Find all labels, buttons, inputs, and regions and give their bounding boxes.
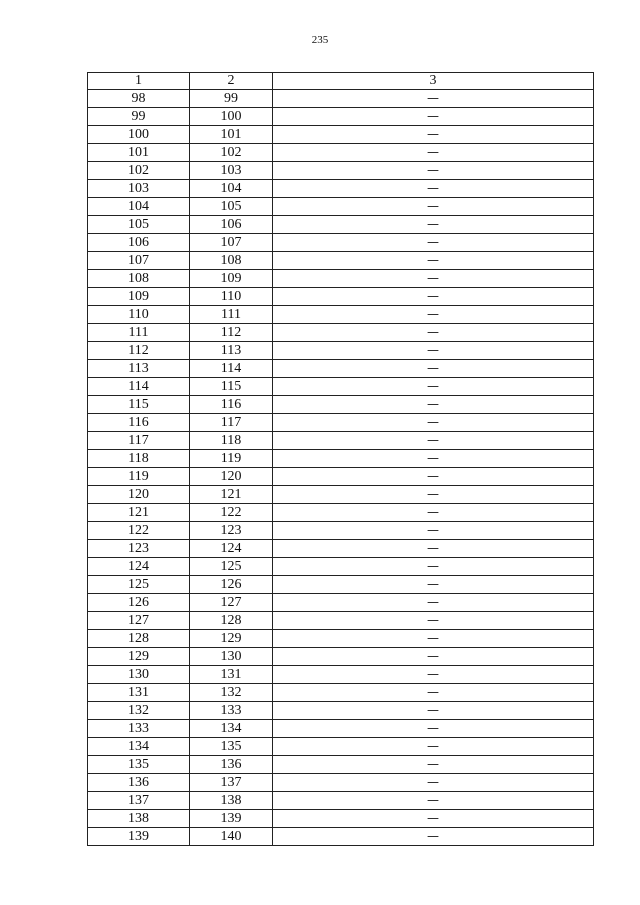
table-cell-col-1: 110 (88, 306, 190, 324)
table-cell-col-2: 123 (190, 522, 273, 540)
table-row (88, 414, 594, 432)
table-cell-col-1: 133 (88, 720, 190, 738)
table-row (88, 828, 594, 846)
table-cell-col-2: 113 (190, 342, 273, 360)
table-cell-col-2: 129 (190, 630, 273, 648)
table-cell-col-3: — (273, 306, 594, 324)
table-cell-col-1: 126 (88, 594, 190, 612)
table-cell-col-2: 105 (190, 198, 273, 216)
table-cell-col-1: 127 (88, 612, 190, 630)
table-cell-col-2: 110 (190, 288, 273, 306)
table-row (88, 162, 594, 180)
table-row (88, 486, 594, 504)
table-cell-col-1: 129 (88, 648, 190, 666)
table-cell-col-1: 112 (88, 342, 190, 360)
table-cell-col-2: 111 (190, 306, 273, 324)
table-row (88, 450, 594, 468)
table-row (88, 180, 594, 198)
table-row (88, 396, 594, 414)
table-cell-col-1: 125 (88, 576, 190, 594)
table-row (88, 90, 594, 108)
table-row (88, 324, 594, 342)
table-cell-col-1: 123 (88, 540, 190, 558)
table-cell-col-3: — (273, 774, 594, 792)
table-row (88, 810, 594, 828)
table-cell-col-2: 120 (190, 468, 273, 486)
table-cell-col-2: 132 (190, 684, 273, 702)
table-cell-col-1: 104 (88, 198, 190, 216)
table-row (88, 594, 594, 612)
table-row (88, 774, 594, 792)
table-cell-col-3: — (273, 450, 594, 468)
table-cell-col-1: 120 (88, 486, 190, 504)
table-cell-col-3: — (273, 342, 594, 360)
table-cell-col-1: 138 (88, 810, 190, 828)
table-cell-col-2: 134 (190, 720, 273, 738)
table-cell-col-2: 116 (190, 396, 273, 414)
table-cell-col-2: 125 (190, 558, 273, 576)
table-cell-col-2: 107 (190, 234, 273, 252)
table-cell-col-2: 109 (190, 270, 273, 288)
table-cell-col-3: — (273, 648, 594, 666)
table-cell-col-3: — (273, 576, 594, 594)
table-cell-col-1: 134 (88, 738, 190, 756)
table-cell-col-3: — (273, 234, 594, 252)
table-cell-col-1: 107 (88, 252, 190, 270)
table-cell-col-3: — (273, 594, 594, 612)
table-cell-col-2: 127 (190, 594, 273, 612)
table-cell-col-2: 108 (190, 252, 273, 270)
table-cell-col-2: 100 (190, 108, 273, 126)
table-cell-col-1: 102 (88, 162, 190, 180)
table-cell-col-3: — (273, 702, 594, 720)
table-cell-col-1: 139 (88, 828, 190, 846)
table-cell-col-1: 128 (88, 630, 190, 648)
table-cell-col-3: — (273, 684, 594, 702)
table-cell-col-1: 99 (88, 108, 190, 126)
table-cell-col-1: 103 (88, 180, 190, 198)
table-row (88, 792, 594, 810)
table-cell-col-3: — (273, 558, 594, 576)
table-cell-col-3: — (273, 792, 594, 810)
table-cell-col-3: — (273, 414, 594, 432)
table-cell-col-2: 140 (190, 828, 273, 846)
table-cell-col-1: 113 (88, 360, 190, 378)
table-row (88, 504, 594, 522)
table-cell-col-2: 128 (190, 612, 273, 630)
table-cell-col-3: — (273, 360, 594, 378)
table-cell-col-1: 132 (88, 702, 190, 720)
table-row (88, 126, 594, 144)
table-body (88, 90, 594, 846)
column-header-3: 3 (273, 73, 594, 90)
table-cell-col-3: — (273, 612, 594, 630)
table-cell-col-1: 121 (88, 504, 190, 522)
table-cell-col-2: 130 (190, 648, 273, 666)
table-cell-col-2: 124 (190, 540, 273, 558)
table-row (88, 198, 594, 216)
table-cell-col-3: — (273, 810, 594, 828)
table-cell-col-1: 119 (88, 468, 190, 486)
column-header-1: 1 (88, 73, 190, 90)
table-cell-col-1: 131 (88, 684, 190, 702)
table-cell-col-1: 98 (88, 90, 190, 108)
table-cell-col-3: — (273, 216, 594, 234)
table-cell-col-3: — (273, 252, 594, 270)
table-cell-col-2: 138 (190, 792, 273, 810)
table-cell-col-3: — (273, 468, 594, 486)
table-cell-col-3: — (273, 666, 594, 684)
table-cell-col-1: 137 (88, 792, 190, 810)
table-cell-col-3: — (273, 486, 594, 504)
table-cell-col-2: 115 (190, 378, 273, 396)
column-header-2: 2 (190, 73, 273, 90)
table-header (88, 73, 594, 90)
table-cell-col-1: 109 (88, 288, 190, 306)
table-row (88, 756, 594, 774)
table-row (88, 684, 594, 702)
table-cell-col-1: 100 (88, 126, 190, 144)
table-cell-col-3: — (273, 90, 594, 108)
table-cell-col-1: 111 (88, 324, 190, 342)
table-cell-col-3: — (273, 540, 594, 558)
table-row (88, 270, 594, 288)
table-cell-col-1: 116 (88, 414, 190, 432)
table-cell-col-3: — (273, 504, 594, 522)
table-row (88, 234, 594, 252)
table-cell-col-1: 135 (88, 756, 190, 774)
table-cell-col-3: — (273, 396, 594, 414)
table-cell-col-1: 101 (88, 144, 190, 162)
table-row (88, 342, 594, 360)
table-cell-col-3: — (273, 144, 594, 162)
table-cell-col-3: — (273, 180, 594, 198)
table-cell-col-2: 101 (190, 126, 273, 144)
table-row (88, 468, 594, 486)
table-row (88, 360, 594, 378)
data-table (87, 72, 594, 846)
table-row (88, 216, 594, 234)
table-row (88, 378, 594, 396)
table-cell-col-1: 117 (88, 432, 190, 450)
table-row (88, 252, 594, 270)
table-cell-col-2: 103 (190, 162, 273, 180)
table-cell-col-2: 126 (190, 576, 273, 594)
table-row (88, 720, 594, 738)
table-row (88, 702, 594, 720)
table-cell-col-2: 118 (190, 432, 273, 450)
table-cell-col-3: — (273, 720, 594, 738)
table-cell-col-3: — (273, 432, 594, 450)
table-cell-col-3: — (273, 324, 594, 342)
table-cell-col-3: — (273, 270, 594, 288)
table-cell-col-2: 102 (190, 144, 273, 162)
table-cell-col-3: — (273, 198, 594, 216)
table-cell-col-3: — (273, 630, 594, 648)
header-row (88, 73, 594, 90)
table-cell-col-2: 135 (190, 738, 273, 756)
table-cell-col-2: 106 (190, 216, 273, 234)
table-row (88, 432, 594, 450)
table-row (88, 630, 594, 648)
table-cell-col-3: — (273, 828, 594, 846)
table-cell-col-3: — (273, 288, 594, 306)
table-cell-col-1: 114 (88, 378, 190, 396)
table-cell-col-3: — (273, 738, 594, 756)
table-cell-col-1: 130 (88, 666, 190, 684)
table-cell-col-1: 115 (88, 396, 190, 414)
table-cell-col-3: — (273, 522, 594, 540)
table-cell-col-2: 139 (190, 810, 273, 828)
table-cell-col-3: — (273, 378, 594, 396)
table-cell-col-3: — (273, 756, 594, 774)
table-cell-col-3: — (273, 108, 594, 126)
table-cell-col-2: 133 (190, 702, 273, 720)
table-cell-col-2: 114 (190, 360, 273, 378)
table-cell-col-1: 108 (88, 270, 190, 288)
table-cell-col-2: 131 (190, 666, 273, 684)
table-cell-col-2: 137 (190, 774, 273, 792)
table-cell-col-1: 118 (88, 450, 190, 468)
table-cell-col-1: 122 (88, 522, 190, 540)
table-cell-col-2: 122 (190, 504, 273, 522)
table-row (88, 522, 594, 540)
table-cell-col-1: 106 (88, 234, 190, 252)
page-number: 235 (311, 34, 329, 46)
table-cell-col-3: — (273, 126, 594, 144)
table-row (88, 144, 594, 162)
table-row (88, 108, 594, 126)
table-cell-col-2: 99 (190, 90, 273, 108)
table-cell-col-2: 104 (190, 180, 273, 198)
table-cell-col-1: 136 (88, 774, 190, 792)
table-cell-col-2: 121 (190, 486, 273, 504)
table-cell-col-2: 112 (190, 324, 273, 342)
table-row (88, 288, 594, 306)
table-row (88, 738, 594, 756)
table-cell-col-2: 117 (190, 414, 273, 432)
table-row (88, 666, 594, 684)
table-cell-col-2: 136 (190, 756, 273, 774)
table-row (88, 612, 594, 630)
table-row (88, 306, 594, 324)
table-cell-col-1: 105 (88, 216, 190, 234)
table-cell-col-3: — (273, 162, 594, 180)
table-row (88, 576, 594, 594)
table-row (88, 558, 594, 576)
table-cell-col-1: 124 (88, 558, 190, 576)
table-row (88, 540, 594, 558)
table-row (88, 648, 594, 666)
table-cell-col-2: 119 (190, 450, 273, 468)
